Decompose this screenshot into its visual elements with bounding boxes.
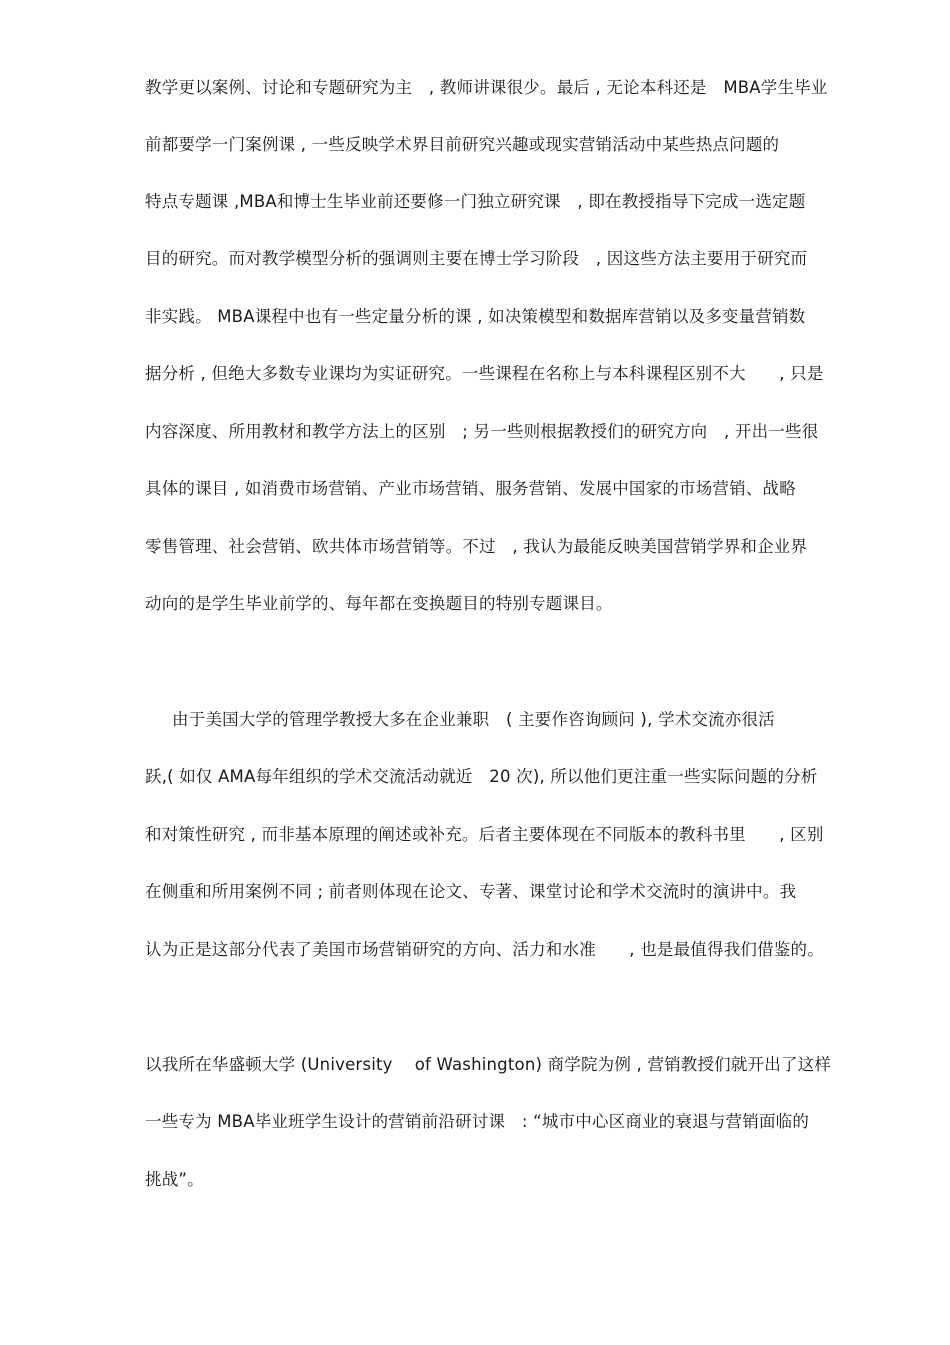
text-line: 由于美国大学的管理学教授大多在企业兼职 ( 主要作咨询顾问 ), 学术交流亦很活 xyxy=(172,710,775,729)
text-line: 认为正是这部分代表了美国市场营销研究的方向、活力和水准 , 也是最值得我们借鉴的。 xyxy=(145,940,824,959)
text-line: 非实践。 MBA课程中也有一些定量分析的课 , 如决策模型和数据库营销以及多变量营销数 xyxy=(145,307,806,326)
text-line: 教学更以案例、讨论和专题研究为主 , 教师讲课很少。最后 , 无论本科还是 MBA学生毕业 xyxy=(145,78,828,97)
text-line: 前都要学一门案例课 , 一些反映学术界目前研究兴趣或现实营销活动中某些热点问题的 xyxy=(145,135,780,154)
text-line: 据分析 , 但绝大多数专业课均为实证研究。一些课程在名称上与本科课程区别不大 , 只是 xyxy=(145,364,824,383)
text-line: 内容深度、所用教材和教学方法上的区别 ; 另一些则根据教授们的研究方向 , 开出一些很 xyxy=(145,422,819,441)
text-line: 特点专题课 ,MBA和博士生毕业前还要修一门独立研究课 , 即在教授指导下完成一选定题 xyxy=(145,192,806,211)
text-line: 具体的课目 , 如消费市场营销、产业市场营销、服务营销、发展中国家的市场营销、战略 xyxy=(145,479,796,498)
text-line: 跃,( 如仅 AMA每年组织的学术交流活动就近 20 次), 所以他们更注重一些实际问题的分析 xyxy=(145,767,818,786)
text-line: 目的研究。而对教学模型分析的强调则主要在博士学习阶段 , 因这些方法主要用于研究而 xyxy=(145,249,808,268)
text-line: 和对策性研究 , 而非基本原理的阐述或补充。后者主要体现在不同版本的教科书里 , 区别 xyxy=(145,825,824,844)
text-line: 在侧重和所用案例不同 ; 前者则体现在论文、专著、课堂讨论和学术交流时的演讲中。我 xyxy=(145,882,797,901)
text-line: 挑战”。 xyxy=(145,1170,204,1189)
text-line: 动向的是学生毕业前学的、每年都在变换题目的特别专题课目。 xyxy=(145,594,613,613)
text-line: 一些专为 MBA毕业班学生设计的营销前沿研讨课 : “城市中心区商业的衰退与营销面临的 xyxy=(145,1112,810,1131)
text-line: 零售管理、社会营销、欧共体市场营销等。不过 , 我认为最能反映美国营销学界和企业界 xyxy=(145,537,808,556)
text-line: 以我所在华盛顿大学 (University of Washington) 商学院为例 , 营销教授们就开出了这样 xyxy=(145,1055,832,1074)
